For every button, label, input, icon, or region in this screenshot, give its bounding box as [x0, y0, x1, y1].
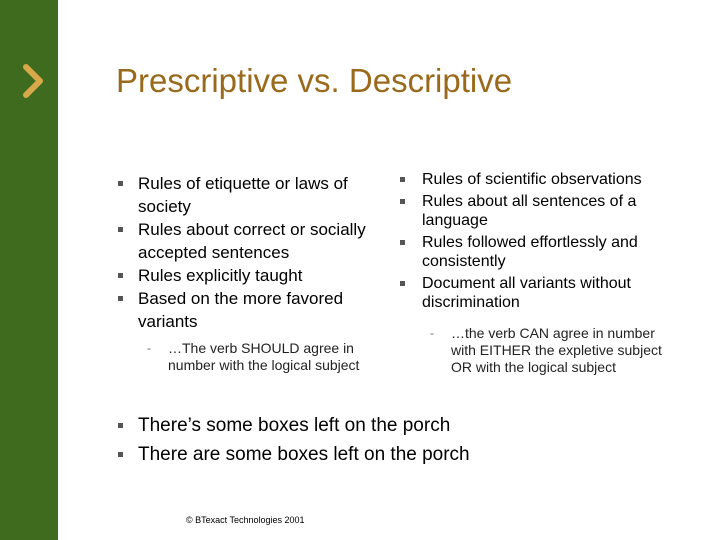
- bullet-icon: [118, 181, 123, 186]
- list-item: [400, 233, 670, 271]
- example-text: …the verb CAN agree in number with EITHER the expletive subject OR with the logical subject: [451, 325, 662, 375]
- bullet-text: Based on the more favored variants: [138, 289, 344, 331]
- bullet-icon: [400, 177, 405, 182]
- prescriptive-example: [147, 340, 378, 374]
- list-item: [118, 264, 368, 287]
- bullet-text: Rules explicitly taught: [138, 266, 303, 285]
- dash-bullet-icon: -: [147, 341, 151, 355]
- bullet-text: Rules followed effortlessly and consistently: [422, 234, 638, 270]
- list-item: [400, 274, 670, 312]
- bullet-text: Rules of etiquette or laws of society: [138, 174, 348, 216]
- bullet-icon: [118, 423, 123, 428]
- bullet-icon: [118, 452, 123, 457]
- bullet-text: Rules about correct or socially accepted sentences: [138, 220, 366, 262]
- list-item: [400, 192, 670, 230]
- bullet-text: There are some boxes left on the porch: [138, 444, 470, 465]
- copyright-footer: © BTexact Technologies 2001: [186, 515, 305, 525]
- descriptive-example: [430, 325, 666, 376]
- bullet-text: Document all variants without discrimination: [422, 275, 631, 311]
- bullet-text: Rules about all sentences of a language: [422, 193, 637, 229]
- list-item: [118, 440, 678, 469]
- list-item: [400, 170, 670, 189]
- bullet-text: There’s some boxes left on the porch: [138, 415, 451, 436]
- bullet-icon: [400, 199, 405, 204]
- example-sentences-list: [118, 411, 678, 469]
- dash-bullet-icon: -: [430, 326, 434, 340]
- bullet-text: Rules of scientific observations: [422, 171, 642, 188]
- bullet-icon: [118, 227, 123, 232]
- descriptive-list: [400, 170, 670, 315]
- list-item: [118, 411, 678, 440]
- slide-title: Prescriptive vs. Descriptive: [116, 62, 513, 99]
- bullet-icon: [400, 281, 405, 286]
- example-text: …The verb SHOULD agree in number with the logical subject: [168, 340, 360, 373]
- bullet-icon: [400, 240, 405, 245]
- chevron-right-icon: [18, 64, 48, 98]
- list-item: [118, 172, 368, 218]
- list-item: [118, 287, 368, 333]
- bullet-icon: [118, 273, 123, 278]
- prescriptive-list: [118, 172, 368, 333]
- list-item: [118, 218, 368, 264]
- sidebar-band: [0, 0, 58, 540]
- bullet-icon: [118, 296, 123, 301]
